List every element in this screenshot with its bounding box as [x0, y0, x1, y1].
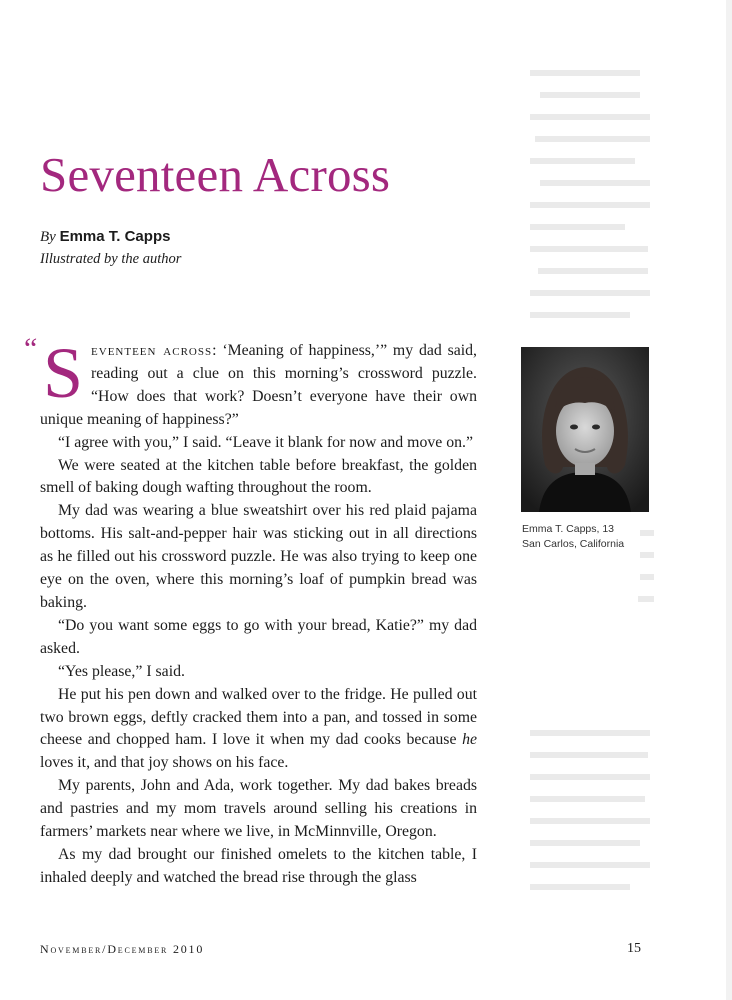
illustrated-credit: Illustrated by the author: [40, 251, 182, 267]
article-title: Seventeen Across: [40, 147, 391, 202]
lead-paragraph: [40, 333, 477, 432]
emphasis: he: [462, 731, 477, 749]
opening-quote-mark: “: [24, 332, 38, 365]
paragraph: We were seated at the kitchen table before breakfast, the golden smell of baking dough wafting throughout the room.: [40, 456, 477, 497]
paragraph: [40, 684, 477, 776]
paragraph: My parents, John and Ada, work together. My dad bakes breads and pastries and my mom travels around selling his creations in farmers’ markets near where we live, in McMinnville, Oregon.: [40, 777, 477, 841]
byline: [40, 228, 170, 246]
paragraph: “Yes please,” I said.: [58, 662, 185, 680]
lead-rest: : ‘Meaning of happiness,’” my dad said, reading out a clue on this morning’s crossword puzzle. “How does that work? Doesn’t everyone have their own unique meaning of happiness?”: [40, 342, 477, 428]
photo-caption: [522, 522, 624, 552]
drop-cap: S: [43, 333, 84, 413]
paragraph: My dad was wearing a blue sweatshirt over his red plaid pajama bottoms. His salt-and-pepper hair was sticking out in all directions as he filled out his crossword puzzle. He was also trying to keep one eye on the oven, where this morning’s loaf of pumpkin bread was baking.: [40, 502, 477, 611]
issue-date: November/December 2010: [40, 942, 205, 956]
paragraph: “I agree with you,” I said. “Leave it blank for now and move on.”: [58, 433, 473, 451]
paragraph: “Do you want some eggs to go with your bread, Katie?” my dad asked.: [40, 616, 477, 657]
paragraph: As my dad brought our finished omelets to the kitchen table, I inhaled deeply and watched the bread rise through the glass: [40, 845, 477, 886]
author-photo: [521, 347, 649, 512]
page-edge: [726, 0, 732, 1000]
article-body: [24, 332, 477, 890]
lead-smallcaps: eventeen across: [91, 342, 213, 359]
paragraph-part: He put his pen down and walked over to the fridge. He pulled out two brown eggs, deftly cracked them into a pan, and tossed in some cheese and chopped ham. I love it when my dad cooks because: [40, 685, 477, 749]
caption-place: San Carlos, California: [522, 538, 625, 550]
portrait-image: [521, 347, 649, 512]
caption-name: Emma T. Capps, 13: [522, 523, 615, 535]
paragraph-part: loves it, and that joy shows on his face.: [40, 754, 289, 772]
page-number: 15: [627, 941, 641, 956]
author-name: Emma T. Capps: [59, 228, 171, 245]
byline-label: By: [40, 229, 56, 245]
